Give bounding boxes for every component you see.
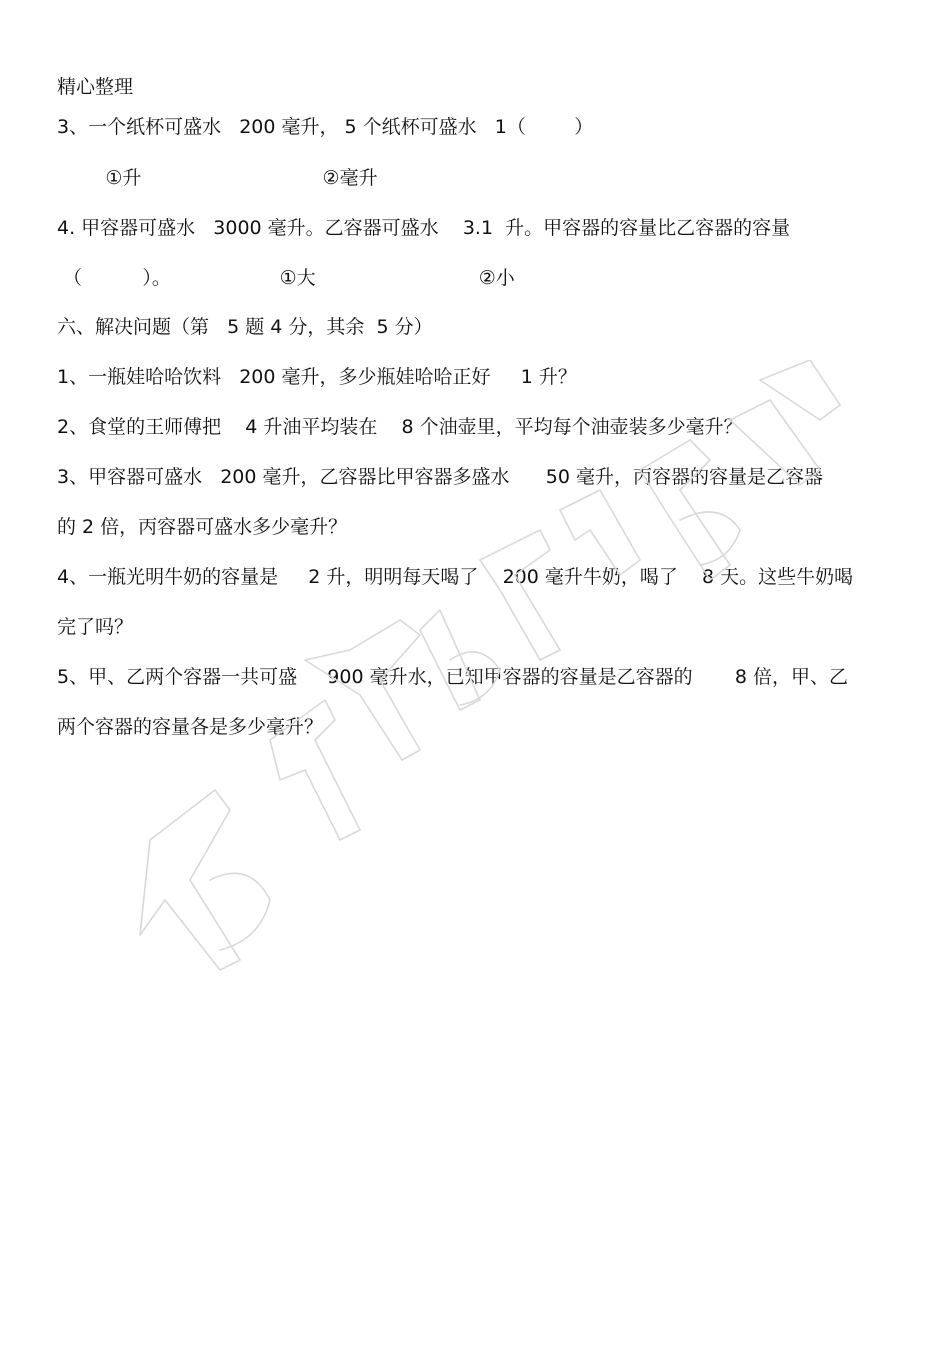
question-6-1: 1、一瓶娃哈哈饮料 200 毫升，多少瓶娃哈哈正好 1 升？ bbox=[57, 366, 577, 388]
question-5-3-options: ①升 ②毫升 bbox=[57, 167, 378, 189]
question-5-4: 4. 甲容器可盛水 3000 毫升。乙容器可盛水 3.1 升。甲容器的容量比乙容器的容量 bbox=[57, 217, 791, 239]
question-6-5-line-1: 5、甲、乙两个容器一共可盛 900 毫升水，已知甲容器的容量是乙容器的 8 倍，甲、乙 bbox=[57, 666, 848, 688]
section-6-heading: 六、解决问题（第 5 题 4 分，其余 5 分） bbox=[57, 316, 433, 338]
question-5-3: 3、一个纸杯可盛水 200 毫升， 5 个纸杯可盛水 1（ ） bbox=[57, 116, 594, 138]
header-label: 精心整理 bbox=[57, 76, 134, 98]
question-5-4-options: （ ）。 ①大 ②小 bbox=[57, 267, 515, 289]
question-6-4-line-2: 完了吗？ bbox=[57, 616, 134, 638]
question-6-4-line-1: 4、一瓶光明牛奶的容量是 2 升，明明每天喝了 200 毫升牛奶，喝了 8 天。这些牛奶喝 bbox=[57, 566, 854, 588]
question-6-3-line-2: 的 2 倍，丙容器可盛水多少毫升？ bbox=[57, 516, 348, 538]
question-6-3-line-1: 3、甲容器可盛水 200 毫升，乙容器比甲容器多盛水 50 毫升，丙容器的容量是乙容器 bbox=[57, 466, 823, 488]
question-6-5-line-2: 两个容器的容量各是多少毫升？ bbox=[57, 716, 324, 738]
question-6-2: 2、食堂的王师傅把 4 升油平均装在 8 个油壶里，平均每个油壶装多少毫升？ bbox=[57, 416, 743, 438]
